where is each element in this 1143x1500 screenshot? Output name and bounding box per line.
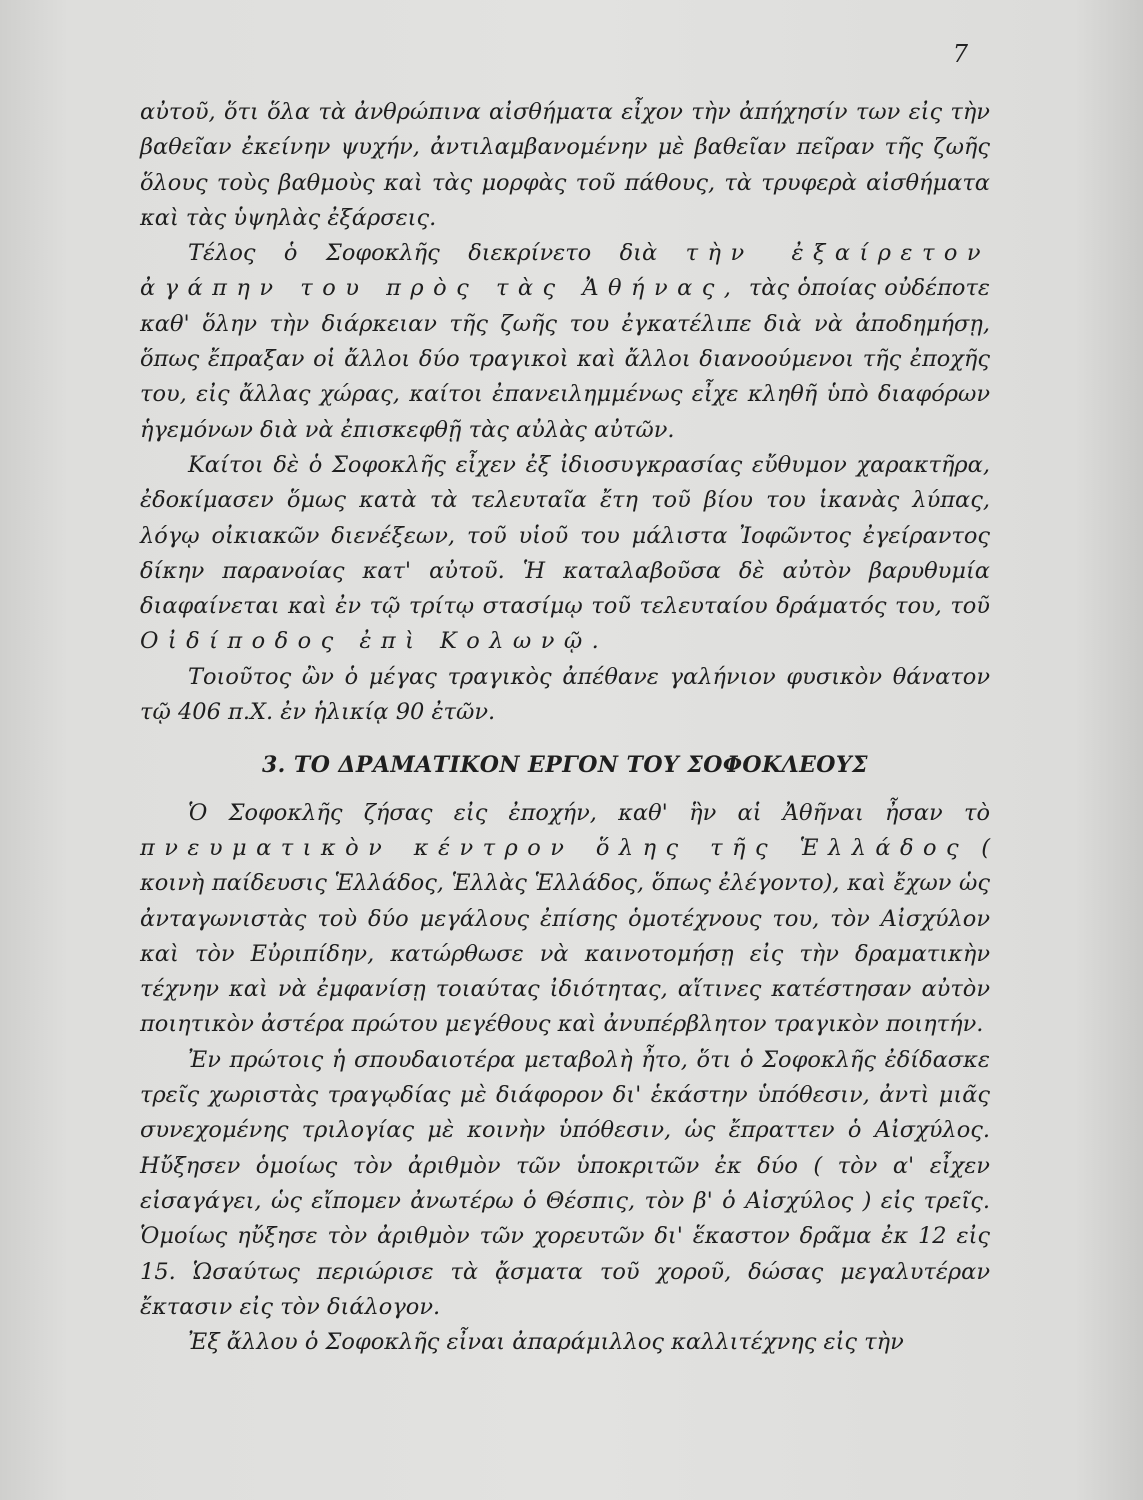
page-number: 7 xyxy=(952,40,968,68)
paragraph-death: Τοιοῦτος ὢν ὁ μέγας τραγικὸς ἀπέθανε γαλήνιον φυσικὸν θάνατον τῷ 406 π.Χ. ἐν ἡλικίᾳ 90 ἐτῶν. xyxy=(140,663,990,726)
paragraph-text: Τέλος ὁ Σοφοκλῆς διεκρίνετο διὰ xyxy=(188,240,658,267)
spaced-emphasis: τὴν ἐξαίρετον ἀγάπην του πρὸς τὰς Ἀθήνας, xyxy=(140,240,990,302)
section-heading: 3. ΤΟ ΔΡΑΜΑΤΙΚΟΝ ΕΡΓΟΝ ΤΟΥ ΣΟΦΟΚΛΕΟΥΣ xyxy=(261,752,869,779)
paragraph-athens-love xyxy=(140,236,990,448)
paragraph-text: ( κοινὴ παίδευσις Ἑλλάδος, Ἑλλὰς Ἑλλάδος, ὅπως ἐλέγοντο), καὶ ἔχων ὡς ἀνταγωνιστὰς τοὺ δύο μεγάλους ἐπίσης ὁμοτέχνους του, τὸν Αἰσχύλον καὶ τὸν Εὐριπίδην, κατώρθωσε νὰ καινοτομήσῃ εἰς τὴν δραματικὴν τέχνην καὶ νὰ ἐμφανίσῃ τοιαύτας ἰδιότητας, αἵτινες κατέστησαν αὐτὸν ποιητικὸν ἀστέρα πρώτου μεγέθους καὶ ἀνυπέρβλητον τραγικὸν ποιητήν. xyxy=(140,834,990,1038)
paragraph-artist: Ἐξ ἄλλου ὁ Σοφοκλῆς εἶναι ἀπαράμιλλος καλλιτέχνης εἰς τὴν xyxy=(188,1329,904,1356)
paragraph-text: τὰς ὁποίας οὐδέποτε καθ' ὅλην τὴν διάρκειαν τῆς ζωῆς του ἐγκατέλιπε διὰ νὰ ἀποδημήσῃ, ὅπως ἔπραξαν οἱ ἄλλοι δύο τραγικοὶ καὶ ἄλλοι διανοούμενοι τῆς ἐποχῆς του, εἰς ἄλλας χώρας, καίτοι ἐπανειλημμένως εἶχε κληθῆ ὑπὸ διαφόρων ἡγεμόνων διὰ νὰ ἐπισκεφθῇ τὰς αὐλὰς αὐτῶν. xyxy=(140,275,991,443)
spaced-emphasis: πνευματικὸν κέντρον ὅλης τῆς Ἑλλάδος xyxy=(140,834,969,861)
paragraph-text: Ὁ Σοφοκλῆς ζήσας εἰς ἐποχήν, καθ' ἣν αἱ Ἀθῆναι ἦσαν τὸ xyxy=(188,799,990,826)
paragraph-innovations: Ἐν πρώτοις ἡ σπουδαιοτέρα μεταβολὴ ἦτο, ὅτι ὁ Σοφοκλῆς ἐδίδασκε τρεῖς χωριστὰς τραγῳδίας μὲ διάφορον δι' ἑκάστην ὑπόθεσιν, ἀντὶ μιᾶς συνεχομένης τριλογίας μὲ κοινὴν ὑπόθεσιν, ὡς ἔπραττεν ὁ Αἰσχύλος. Ηὔξησεν ὁμοίως τὸν ἀριθμὸν τῶν ὑποκριτῶν ἐκ δύο ( τὸν α' εἶχεν εἰσαγάγει, ὡς εἴπομεν ἀνωτέρω ὁ Θέσπις, τὸν β' ὁ Αἰσχύλος ) εἰς τρεῖς. Ὁμοίως ηὔξησε τὸν ἀριθμὸν τῶν χορευτῶν δι' ἕκαστον δρᾶμα ἐκ 12 εἰς 15. Ὡσαύτως περιώρισε τὰ ᾄσματα τοῦ χοροῦ, δώσας μεγαλυτέραν ἔκτασιν εἰς τὸν διάλογον. xyxy=(140,1046,990,1320)
paragraph-continuation: αὐτοῦ, ὅτι ὅλα τὰ ἀνθρώπινα αἰσθήματα εἶχον τὴν ἀπήχησίν των εἰς τὴν βαθεῖαν ἐκείνην ψυχήν, ἀντιλαμβανομένην μὲ βαθεῖαν πεῖραν τῆς ζωῆς ὅλους τοὺς βαθμοὺς καὶ τὰς μορφὰς τοῦ πάθους, τὰ τρυφερὰ αἰσθήματα καὶ τὰς ὑψηλὰς ἐξάρσεις. xyxy=(140,99,990,231)
paragraph-late-life xyxy=(140,448,990,660)
spaced-title-oedipus: Οἰδίποδος ἐπὶ Κολωνῷ. xyxy=(140,628,609,655)
body-text xyxy=(140,95,990,1360)
paragraph-text: Καίτοι δὲ ὁ Σοφοκλῆς εἶχεν ἐξ ἰδιοσυγκρασίας εὔθυμον χαρακτῆρα, ἐδοκίμασεν ὅμως κατὰ τὰ τελευταῖα ἔτη τοῦ βίου του ἱκανὰς λύπας, λόγῳ οἰκιακῶν διενέξεων, τοῦ υἱοῦ του μάλιστα Ἰοφῶντος ἐγείραντος δίκην παρανοίας κατ' αὐτοῦ. Ἡ καταλαβοῦσα δὲ αὐτὸν βαρυθυμία διαφαίνεται καὶ ἐν τῷ τρίτῳ στασίμῳ τοῦ τελευταίου δράματός του, τοῦ xyxy=(140,451,990,620)
paragraph-era xyxy=(140,796,990,1043)
